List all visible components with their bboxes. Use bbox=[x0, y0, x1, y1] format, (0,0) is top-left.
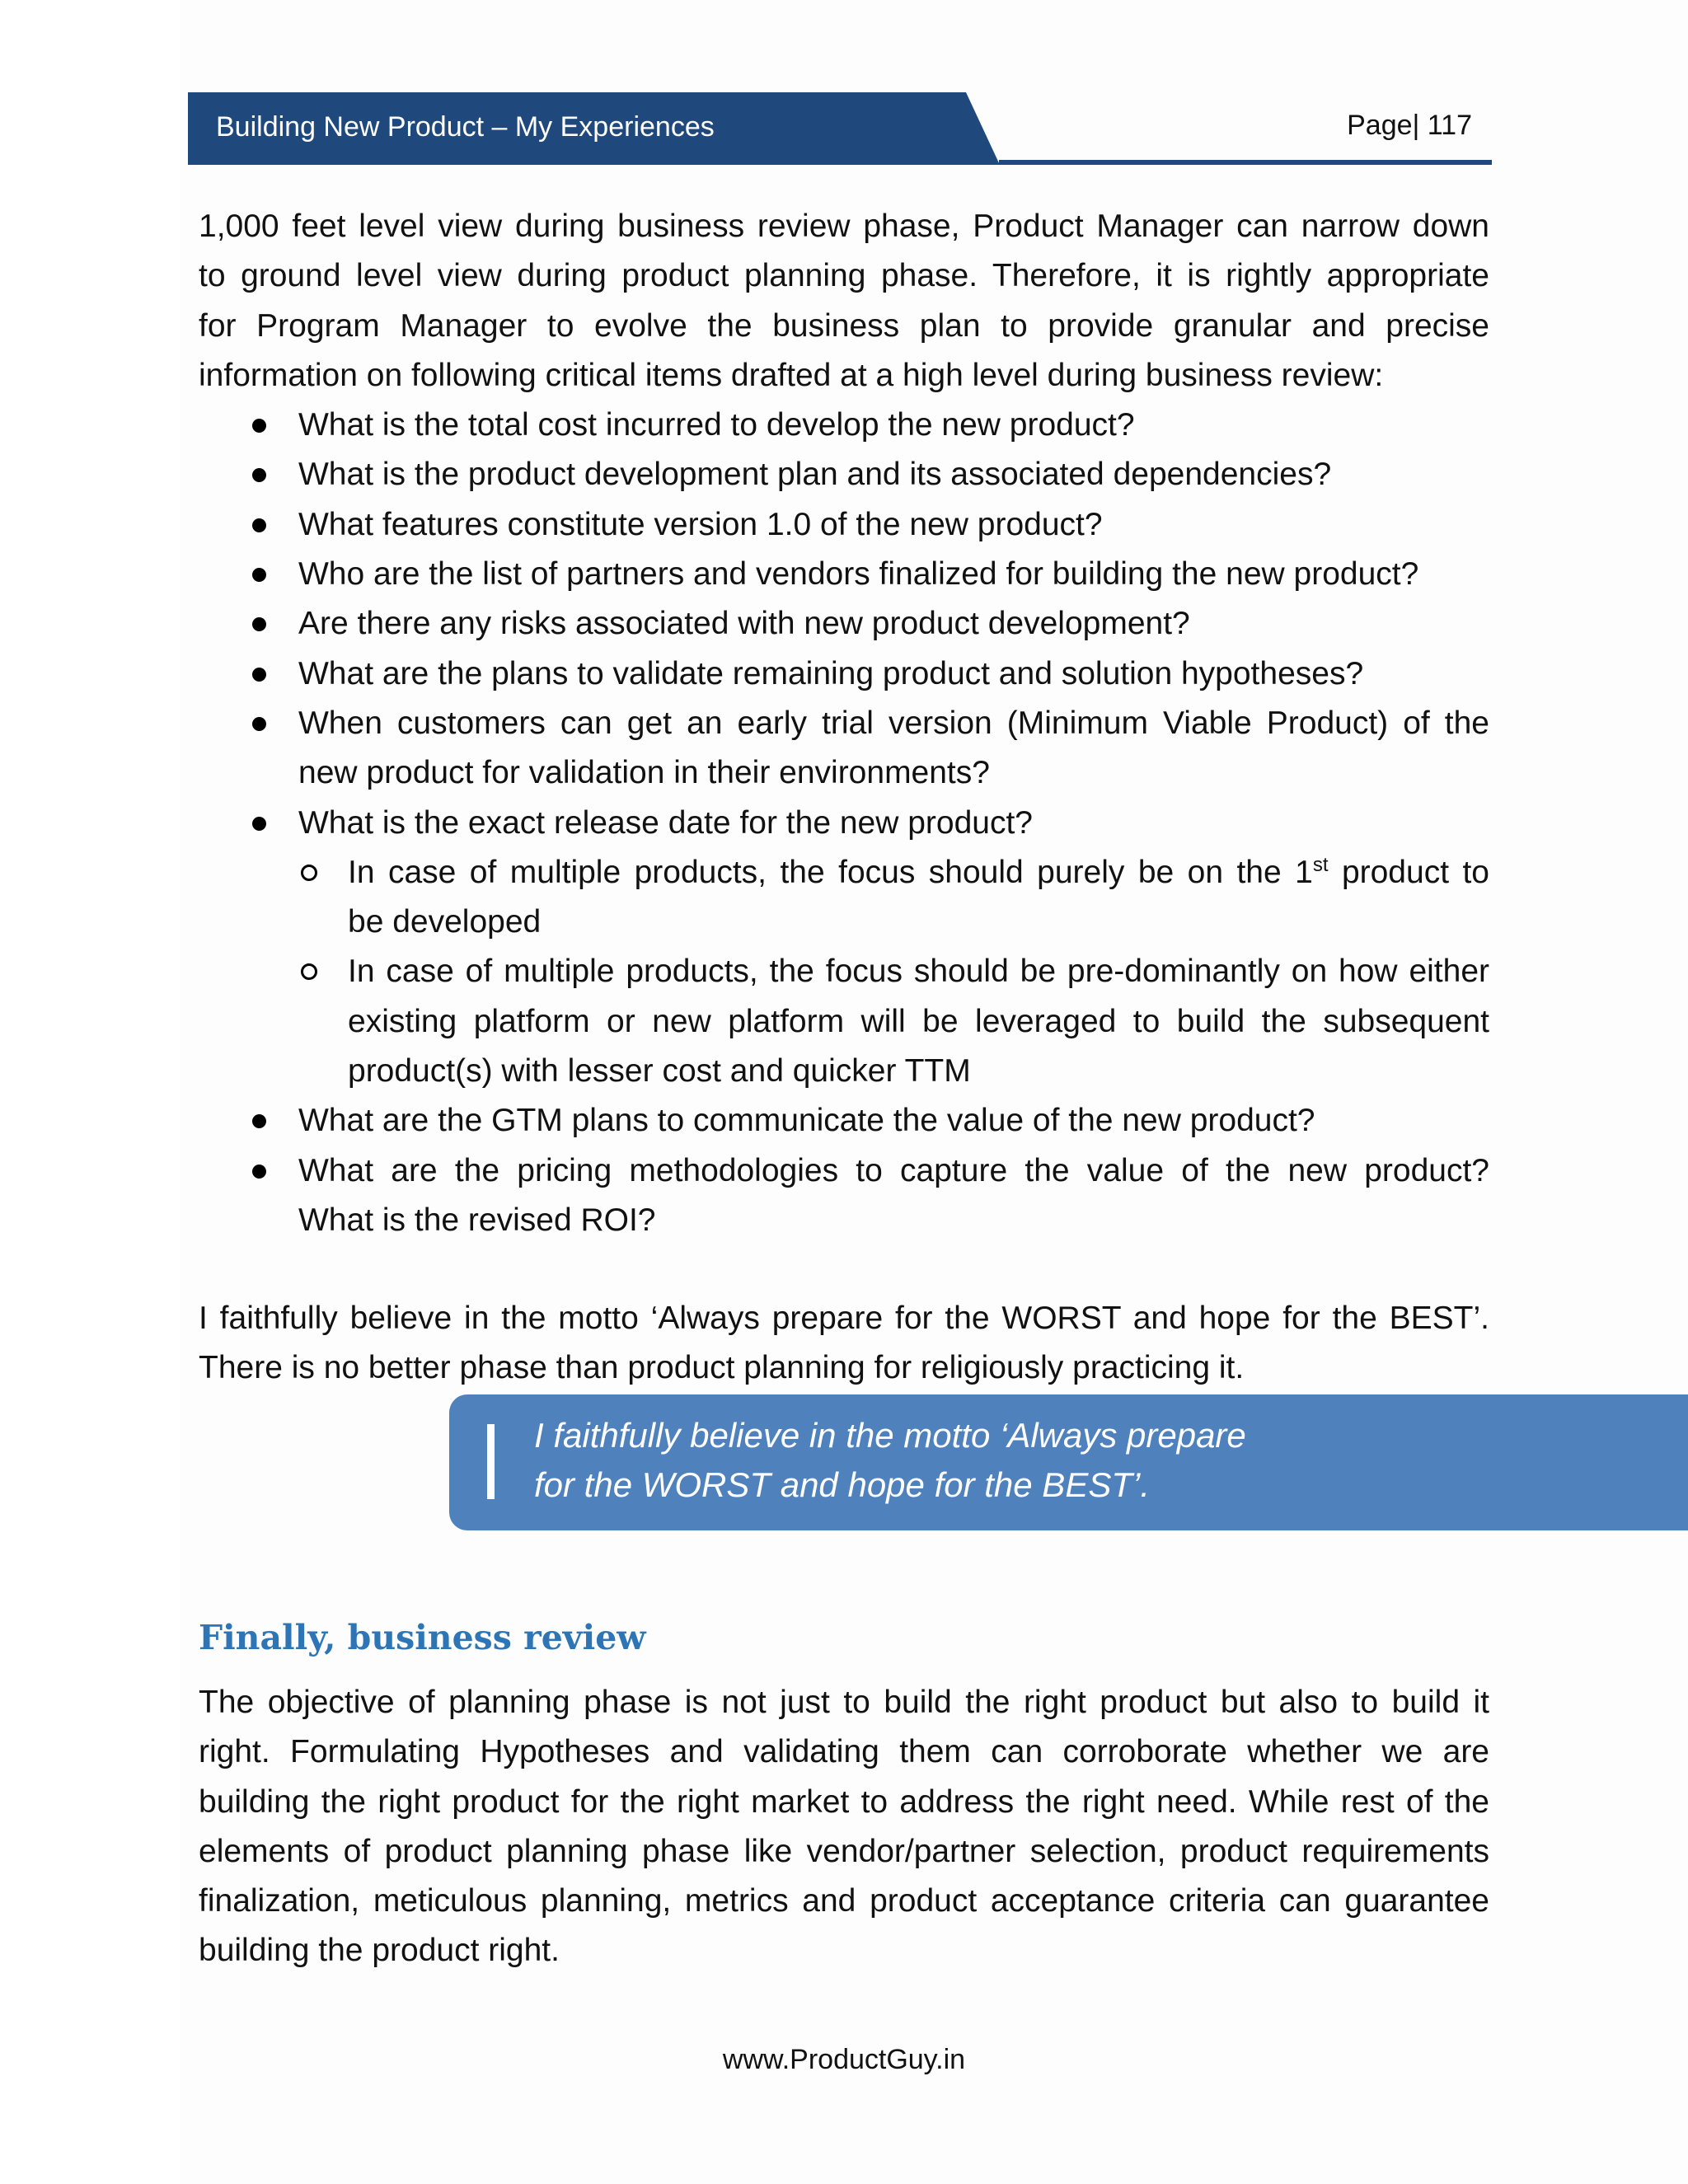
bullet-icon bbox=[252, 1165, 266, 1179]
bullet-item bbox=[199, 799, 1489, 848]
sub-bullet-item bbox=[199, 947, 1489, 1096]
sub-bullet-text: product(s) with lesser cost and quicker TTM bbox=[348, 1053, 971, 1090]
bullet-icon bbox=[252, 1114, 266, 1128]
bullet-text: What are the pricing methodologies to capture the value of the new product? bbox=[298, 1152, 1489, 1188]
bullet-text: What are the plans to validate remaining product and solution hypotheses? bbox=[298, 655, 1364, 691]
pull-quote-callout bbox=[449, 1394, 1688, 1530]
bullet-icon bbox=[252, 668, 266, 682]
intro-line: 1,000 feet level view during business review phase, Product Manager can narrow down bbox=[199, 209, 1489, 244]
bullet-item bbox=[199, 649, 1489, 699]
pull-quote-line: for the WORST and hope for the BEST’. bbox=[534, 1465, 1150, 1504]
bullet-icon bbox=[252, 518, 266, 532]
paragraph-line: finalization, meticulous planning, metrics and product acceptance criteria can guarantee bbox=[199, 1883, 1489, 1919]
bullet-text: What features constitute version 1.0 of the new product? bbox=[298, 506, 1103, 542]
bullet-item bbox=[199, 450, 1489, 499]
page-number: Page| 117 bbox=[1347, 110, 1472, 141]
bullet-icon bbox=[252, 817, 266, 831]
bullet-text: Are there any risks associated with new product development? bbox=[298, 606, 1190, 642]
bullet-text: Who are the list of partners and vendors finalized for building the new product? bbox=[298, 556, 1419, 593]
pull-quote-text bbox=[534, 1411, 1246, 1510]
sub-bullet-text bbox=[348, 848, 1489, 898]
sub-bullet-text: existing platform or new platform will be leveraged to build the subsequent bbox=[348, 1003, 1489, 1039]
section-body bbox=[199, 1678, 1489, 1976]
bullet-text: What is the exact release date for the new product? bbox=[298, 804, 1034, 841]
bullet-item bbox=[199, 699, 1489, 799]
circle-bullet-icon bbox=[301, 865, 317, 881]
running-header-title: Building New Product – My Experiences bbox=[216, 111, 715, 143]
intro-line: information on following critical items drafted at a high level during business review: bbox=[199, 357, 1384, 393]
bullet-icon bbox=[252, 568, 266, 582]
bullet-icon bbox=[252, 419, 266, 433]
bullet-text: What is the revised ROI? bbox=[298, 1202, 656, 1238]
bullet-text: When customers can get an early trial version (Minimum Viable Product) of the bbox=[298, 705, 1489, 741]
paragraph-line: elements of product planning phase like vendor/partner selection, product requirements bbox=[199, 1833, 1489, 1869]
intro-line: to ground level view during product planning phase. Therefore, it is rightly appropriate bbox=[199, 258, 1489, 294]
bullet-icon bbox=[252, 617, 266, 631]
sub-bullet-text: In case of multiple products, the focus should be pre-dominantly on how either bbox=[348, 954, 1489, 990]
bullet-icon bbox=[252, 717, 266, 731]
paragraph-line: I faithfully believe in the motto ‘Always prepare for the WORST and hope for the BEST’. bbox=[199, 1301, 1489, 1336]
section-heading: Finally, business review bbox=[199, 1618, 646, 1657]
sub-bullet-text-part: product to bbox=[1328, 854, 1489, 890]
quote-bar-icon bbox=[487, 1424, 495, 1499]
sub-bullet-text: be developed bbox=[348, 904, 542, 940]
bullet-item bbox=[199, 500, 1489, 550]
pull-quote-line: I faithfully believe in the motto ‘Always prepare bbox=[534, 1416, 1246, 1455]
bullet-item bbox=[199, 401, 1489, 450]
paragraph-line: right. Formulating Hypotheses and validating them can corroborate whether we are bbox=[199, 1734, 1489, 1770]
bullet-item bbox=[199, 1096, 1489, 1146]
bullet-text: What is the product development plan and its associated dependencies? bbox=[298, 457, 1332, 493]
paragraph-line: building the product right. bbox=[199, 1933, 560, 1969]
ordinal-superscript: st bbox=[1312, 853, 1329, 876]
bullet-item bbox=[199, 550, 1489, 599]
sub-bullet-item bbox=[199, 848, 1489, 948]
footer-url: www.ProductGuy.in bbox=[722, 2044, 966, 2075]
bullet-item bbox=[199, 599, 1489, 649]
paragraph-line: There is no better phase than product planning for religiously practicing it. bbox=[199, 1350, 1245, 1386]
main-text-block bbox=[199, 202, 1489, 1245]
intro-line: for Program Manager to evolve the business plan to provide granular and precise bbox=[199, 307, 1489, 344]
bullet-item bbox=[199, 1146, 1489, 1246]
paragraph-line: The objective of planning phase is not just to build the right product but also to build it bbox=[199, 1685, 1489, 1720]
bullet-icon bbox=[252, 468, 266, 482]
motto-paragraph bbox=[199, 1294, 1489, 1394]
bullet-text: What is the total cost incurred to develop the new product? bbox=[298, 407, 1135, 443]
paragraph-line: building the right product for the right market to address the right need. While rest of the bbox=[199, 1783, 1489, 1820]
bullet-text: What are the GTM plans to communicate the value of the new product? bbox=[298, 1103, 1315, 1139]
header-rule bbox=[999, 160, 1492, 165]
circle-bullet-icon bbox=[301, 963, 317, 980]
page-margin bbox=[0, 0, 180, 2184]
sub-bullet-text-part: In case of multiple products, the focus should purely be on the 1 bbox=[348, 854, 1313, 890]
bullet-text: new product for validation in their environments? bbox=[298, 755, 990, 791]
